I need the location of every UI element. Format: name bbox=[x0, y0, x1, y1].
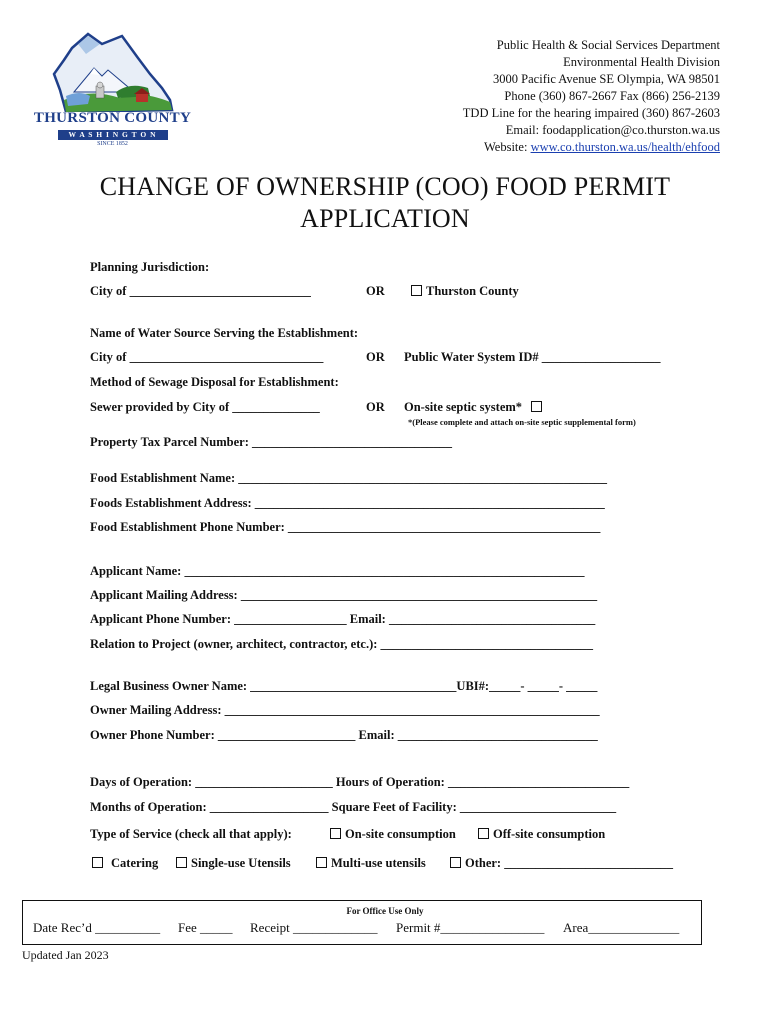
city-of-field-1[interactable]: City of _____________________________ bbox=[90, 284, 311, 298]
office-date-recd: Date Rec’d __________ bbox=[33, 920, 161, 935]
other-label: Other: ___________________________ bbox=[465, 856, 673, 870]
multi-use-checkbox[interactable] bbox=[316, 857, 327, 868]
city-of-field-2[interactable]: City of _______________________________ bbox=[90, 350, 324, 364]
septic-note: *(Please complete and attach on-site septic supplemental form) bbox=[408, 417, 636, 427]
offsite-consumption-checkbox[interactable] bbox=[478, 828, 489, 839]
days-hours-field[interactable]: Days of Operation: ______________________ Hours of Operation: _____________________________ bbox=[90, 775, 630, 789]
owner-mailing-field[interactable]: Owner Mailing Address: ____________________________________________________________ bbox=[90, 703, 600, 717]
applicant-mailing-field[interactable]: Applicant Mailing Address: _________________________________________________________ bbox=[90, 588, 598, 602]
offsite-consumption-label: Off-site consumption bbox=[493, 827, 606, 841]
establishment-address-field[interactable]: Foods Establishment Address: ________________________________________________________ bbox=[90, 496, 605, 510]
office-area: Area______________ bbox=[563, 920, 680, 935]
parcel-number-field[interactable]: Property Tax Parcel Number: ________________________________ bbox=[90, 435, 453, 449]
header-website bbox=[484, 140, 720, 155]
or-label-2: OR bbox=[366, 350, 385, 364]
public-water-id-field[interactable]: Public Water System ID# ___________________ bbox=[404, 350, 661, 364]
multi-use-label: Multi-use utensils bbox=[331, 856, 426, 870]
website-label: Website: bbox=[484, 140, 531, 154]
updated-date: Updated Jan 2023 bbox=[22, 948, 109, 962]
office-fee: Fee _____ bbox=[178, 920, 233, 935]
establishment-name-field[interactable]: Food Establishment Name: ___________________________________________________________ bbox=[90, 471, 608, 485]
legal-owner-ubi-field[interactable]: Legal Business Owner Name: _________________________________UBI#:_____- _____- _____ bbox=[90, 679, 598, 693]
onsite-septic-checkbox[interactable] bbox=[531, 401, 542, 412]
catering-option[interactable] bbox=[92, 856, 158, 871]
thurston-county-option[interactable] bbox=[411, 284, 519, 299]
relation-to-project-field[interactable]: Relation to Project (owner, architect, contractor, etc.): __________________________________ bbox=[90, 637, 594, 651]
single-use-checkbox[interactable] bbox=[176, 857, 187, 868]
sewage-method-label: Method of Sewage Disposal for Establishment: bbox=[90, 375, 339, 389]
owner-phone-email-field[interactable]: Owner Phone Number: ______________________ Email: ________________________________ bbox=[90, 728, 598, 742]
website-link[interactable]: www.co.thurston.wa.us/health/ehfood bbox=[530, 140, 720, 154]
header-dept: Public Health & Social Services Department bbox=[496, 38, 720, 52]
thurston-county-checkbox[interactable] bbox=[411, 285, 422, 296]
months-sqft-field[interactable]: Months of Operation: ___________________ Square Feet of Facility: _________________________ bbox=[90, 800, 617, 814]
office-permit: Permit #________________ bbox=[396, 920, 545, 935]
multi-use-option[interactable] bbox=[316, 856, 426, 871]
service-type-label: Type of Service (check all that apply): bbox=[90, 827, 292, 841]
onsite-consumption-checkbox[interactable] bbox=[330, 828, 341, 839]
logo-since: SINCE 1852 bbox=[97, 141, 128, 147]
planning-jurisdiction-label: Planning Jurisdiction: bbox=[90, 260, 210, 274]
header-phone: Phone (360) 867-2667 Fax (866) 256-2139 bbox=[504, 89, 720, 103]
page-title-line2: APPLICATION bbox=[300, 204, 470, 233]
office-use-title: For Office Use Only bbox=[346, 906, 424, 916]
applicant-phone-email-field[interactable]: Applicant Phone Number: __________________ Email: _________________________________ bbox=[90, 612, 596, 626]
logo-state-name: W A S H I N G T O N bbox=[68, 130, 157, 139]
office-receipt: Receipt _____________ bbox=[250, 920, 378, 935]
establishment-phone-field[interactable]: Food Establishment Phone Number: __________________________________________________ bbox=[90, 520, 601, 534]
applicant-name-field[interactable]: Applicant Name: ________________________________________________________________ bbox=[90, 564, 585, 578]
header-email: Email: foodapplication@co.thurston.wa.us bbox=[505, 123, 720, 137]
county-logo bbox=[30, 30, 195, 148]
catering-checkbox[interactable] bbox=[92, 857, 103, 868]
header-division: Environmental Health Division bbox=[563, 55, 720, 69]
logo-county-name: THURSTON COUNTY bbox=[33, 110, 192, 126]
water-source-label: Name of Water Source Serving the Establishment: bbox=[90, 326, 359, 340]
other-option[interactable] bbox=[450, 856, 673, 871]
onsite-septic-label: On-site septic system* bbox=[404, 400, 523, 414]
other-checkbox[interactable] bbox=[450, 857, 461, 868]
or-label-1: OR bbox=[366, 284, 385, 298]
offsite-consumption-option[interactable] bbox=[478, 827, 605, 842]
sewer-city-field[interactable]: Sewer provided by City of ______________ bbox=[90, 400, 320, 414]
thurston-county-label: Thurston County bbox=[426, 284, 519, 298]
onsite-consumption-label: On-site consumption bbox=[345, 827, 456, 841]
or-label-3: OR bbox=[366, 400, 385, 414]
header-address: 3000 Pacific Avenue SE Olympia, WA 98501 bbox=[493, 72, 720, 86]
header-tdd: TDD Line for the hearing impaired (360) 867-2603 bbox=[462, 106, 720, 120]
page-title-line1: CHANGE OF OWNERSHIP (COO) FOOD PERMIT bbox=[99, 172, 671, 201]
single-use-option[interactable] bbox=[176, 856, 291, 871]
onsite-septic-option[interactable] bbox=[404, 400, 546, 415]
single-use-label: Single-use Utensils bbox=[191, 856, 291, 870]
catering-label: Catering bbox=[111, 856, 159, 870]
onsite-consumption-option[interactable] bbox=[330, 827, 456, 842]
